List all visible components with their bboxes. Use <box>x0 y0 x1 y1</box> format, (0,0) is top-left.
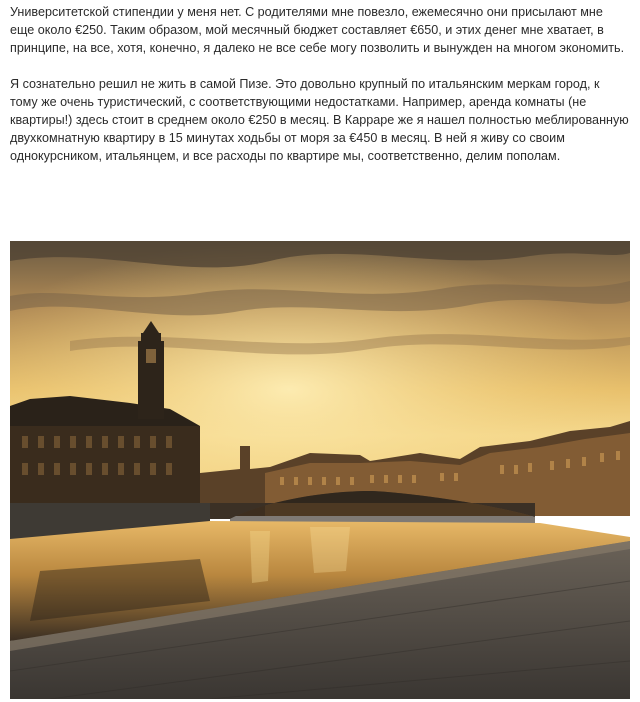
photo-illustration <box>10 241 630 699</box>
paragraph-housing: Я сознательно решил не жить в самой Пизе. Это довольно крупный по итальянским меркам город, к тому же очень туристический, с соответствующими недостатками. Например, аренда комнаты (не квартиры!) здесь стоит в среднем около €250 в месяц. В Карраре же я нашел полностью меблированную двухкомнатную квартиру в 15 минутах ходьбы от моря за €450 в месяц. В ней я живу со своим однокурсником, итальянцем, и все расходы по квартире мы, соответственно, делим пополам. <box>10 77 629 163</box>
paragraph-budget: Университетской стипендии у меня нет. С родителями мне повезло, ежемесячно они присылают мне еще около €250. Таким образом, мой месячный бюджет составляет €650, и этих денег мне хватает, в принципе, на все, хотя, конечно, я далеко не все себе могу позволить и вынужден на многом экономить. <box>10 5 625 55</box>
article-text <box>10 3 630 165</box>
article-photo <box>10 241 630 699</box>
